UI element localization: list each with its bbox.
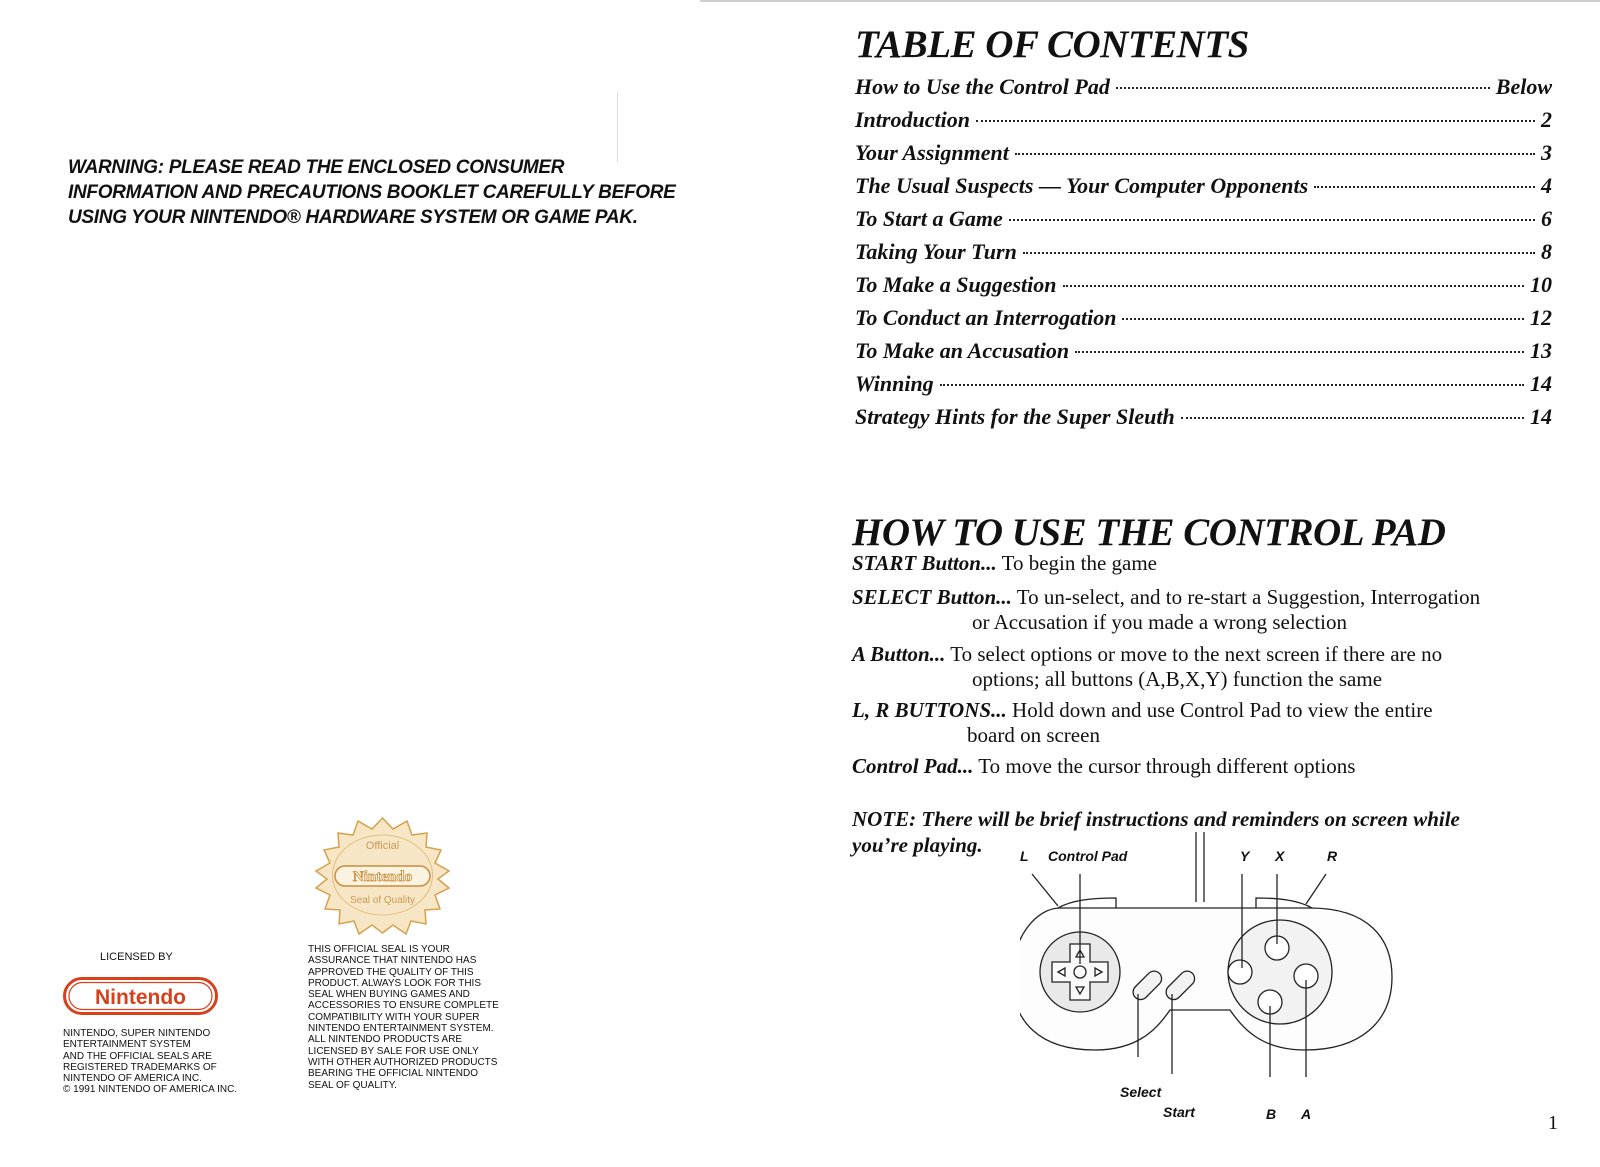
- trademark-line: NINTENDO OF AMERICA INC.: [63, 1073, 202, 1085]
- toc-entry-title: Strategy Hints for the Super Sleuth: [855, 404, 1175, 429]
- control-select-button: [852, 585, 1480, 635]
- toc-entry-title: To Make a Suggestion: [855, 272, 1057, 297]
- seal-bottom-text: Seal of Quality: [349, 895, 416, 906]
- toc-entry: [855, 206, 1552, 239]
- leader-line: [1306, 874, 1326, 904]
- label-y: Y: [1240, 848, 1250, 864]
- toc-entry-title: Your Assignment: [855, 140, 1009, 165]
- label-l: L: [1020, 848, 1029, 864]
- seal-notice-line: COMPATIBILITY WITH YOUR SUPER: [308, 1011, 480, 1023]
- seal-notice-line: THIS OFFICIAL SEAL IS YOUR: [308, 944, 450, 955]
- leader-line: [1032, 874, 1058, 906]
- trademark-line: © 1991 NINTENDO OF AMERICA INC.: [63, 1084, 238, 1096]
- label-control-pad: Control Pad: [1048, 848, 1128, 864]
- toc-leader: [1181, 417, 1524, 419]
- label-b: B: [1266, 1106, 1277, 1122]
- seal-top-text: Official: [365, 840, 400, 852]
- toc-entry: [855, 272, 1552, 305]
- controller-drawing: [1020, 832, 1400, 1132]
- seal-notice-line: ACCESSORIES TO ENSURE COMPLETE: [308, 1000, 499, 1012]
- control-term: SELECT Button...: [852, 585, 1012, 609]
- toc-leader: [1015, 153, 1535, 155]
- toc-entry-page: 4: [1541, 173, 1552, 198]
- toc-leader: [1314, 186, 1535, 188]
- control-a-button: [852, 642, 1442, 692]
- label-a: A: [1301, 1106, 1312, 1122]
- fold-mark: [617, 92, 618, 162]
- toc-entry-title: The Usual Suspects — Your Computer Opponents: [855, 173, 1309, 198]
- label-start: Start: [1163, 1104, 1195, 1120]
- toc-entry-page: Below: [1495, 74, 1552, 99]
- shoulder-r: [1256, 898, 1312, 908]
- control-control-pad: [852, 754, 1355, 779]
- seal-notice-line: WITH OTHER AUTHORIZED PRODUCTS: [308, 1056, 498, 1068]
- toc-entry-page: 3: [1541, 140, 1552, 165]
- control-term: A Button...: [852, 642, 946, 666]
- toc-entry-page: 8: [1541, 239, 1552, 264]
- toc-entry-title: Taking Your Turn: [855, 239, 1017, 264]
- control-l-r-buttons: [852, 698, 1433, 748]
- label-x: X: [1275, 848, 1285, 864]
- toc-entry-title: To Conduct an Interrogation: [855, 305, 1117, 330]
- toc-entry: [855, 173, 1552, 206]
- note-line: NOTE: There will be brief instructions and reminders on screen while: [852, 807, 1460, 831]
- official-seal-of-quality: [305, 815, 460, 935]
- page-number: 1: [1548, 1112, 1558, 1134]
- control-description: Hold down and use Control Pad to view the entire: [1012, 698, 1433, 722]
- seal-brand-text: Nintendo: [352, 869, 413, 885]
- seal-notice-line: SEAL OF QUALITY.: [308, 1079, 397, 1091]
- page-top-edge: [700, 0, 1600, 2]
- control-term: Control Pad...: [852, 754, 974, 778]
- toc-entry: [855, 107, 1552, 140]
- toc-entry: [855, 74, 1552, 107]
- seal-notice-line: BEARING THE OFFICIAL NINTENDO: [308, 1068, 479, 1080]
- toc-leader: [1075, 351, 1524, 353]
- toc-leader: [1063, 285, 1524, 287]
- control-term: START Button...: [852, 551, 997, 575]
- label-r: R: [1327, 848, 1338, 864]
- trademark-line: ENTERTAINMENT SYSTEM: [63, 1039, 191, 1051]
- toc-entry: [855, 305, 1552, 338]
- control-description: To begin the game: [1001, 551, 1158, 575]
- note-line: you’re playing.: [852, 833, 983, 857]
- toc-entry-page: 13: [1530, 338, 1552, 363]
- toc-entry: [855, 404, 1552, 437]
- toc-leader: [1116, 87, 1490, 89]
- toc-leader: [1122, 318, 1524, 320]
- toc-entry-page: 10: [1530, 272, 1552, 297]
- seal-notice-line: ALL NINTENDO PRODUCTS ARE: [308, 1034, 463, 1046]
- licensed-by-label: LICENSED BY: [100, 951, 173, 963]
- toc-entry: [855, 140, 1552, 173]
- control-start-button: [852, 551, 1157, 576]
- trademark-line: AND THE OFFICIAL SEALS ARE: [63, 1050, 212, 1062]
- y-button: [1228, 960, 1252, 984]
- warning-line: INFORMATION AND PRECAUTIONS BOOKLET CAREFULLY BEFORE: [68, 182, 676, 203]
- toc-entry-page: 2: [1541, 107, 1552, 132]
- seal-notice-line: PRODUCT. ALWAYS LOOK FOR THIS: [308, 977, 481, 989]
- seal-notice-line: SEAL WHEN BUYING GAMES AND: [308, 989, 470, 1001]
- warning-line: USING YOUR NINTENDO® HARDWARE SYSTEM OR GAME PAK.: [68, 207, 638, 228]
- seal-notice: [308, 944, 499, 1091]
- label-select: Select: [1120, 1084, 1162, 1100]
- controller-diagram: [1020, 832, 1400, 1132]
- toc-entry-title: Introduction: [855, 107, 970, 132]
- seal-notice-line: LICENSED BY SALE FOR USE ONLY: [308, 1045, 479, 1057]
- control-description: To move the cursor through different options: [978, 754, 1356, 778]
- toc-entry-title: Winning: [855, 371, 934, 396]
- control-term: L, R BUTTONS...: [852, 698, 1007, 722]
- seal-notice-line: ASSURANCE THAT NINTENDO HAS: [308, 955, 477, 967]
- control-description: To un-select, and to re-start a Suggestion, Interrogation: [1016, 585, 1481, 609]
- control-description-continued: options; all buttons (A,B,X,Y) function the same: [972, 667, 1383, 691]
- nintendo-logo: [63, 977, 218, 1015]
- toc-heading: TABLE OF CONTENTS: [855, 23, 1249, 66]
- toc-entry-page: 12: [1530, 305, 1552, 330]
- toc-leader: [1009, 219, 1535, 221]
- trademark-line: NINTENDO, SUPER NINTENDO: [63, 1028, 211, 1039]
- logo-text: Nintendo: [95, 986, 186, 1009]
- toc-entry: [855, 239, 1552, 272]
- toc-entry-page: 6: [1541, 206, 1552, 231]
- trademark-line: REGISTERED TRADEMARKS OF: [63, 1061, 217, 1073]
- toc-entry-title: How to Use the Control Pad: [855, 74, 1110, 99]
- warning-line: WARNING: PLEASE READ THE ENCLOSED CONSUMER: [68, 157, 565, 178]
- seal-notice-line: NINTENDO ENTERTAINMENT SYSTEM.: [308, 1023, 494, 1035]
- toc-entry-page: 14: [1530, 404, 1552, 429]
- control-description-continued: or Accusation if you made a wrong selection: [972, 610, 1347, 634]
- toc-leader: [1023, 252, 1535, 254]
- warning-notice: [68, 155, 768, 230]
- toc-entry-page: 14: [1530, 371, 1552, 396]
- toc-leader: [940, 384, 1524, 386]
- control-description: To select options or move to the next screen if there are no: [950, 642, 1443, 666]
- toc-leader: [976, 120, 1535, 122]
- seal-notice-line: APPROVED THE QUALITY OF THIS: [308, 966, 474, 978]
- toc-entry: [855, 371, 1552, 404]
- shoulder-l: [1058, 898, 1116, 908]
- toc-entry-title: To Start a Game: [855, 206, 1003, 231]
- toc-entry-title: To Make an Accusation: [855, 338, 1070, 363]
- control-pad-heading: HOW TO USE THE CONTROL PAD: [852, 511, 1446, 554]
- toc-entry: [855, 338, 1552, 371]
- table-of-contents: [855, 74, 1552, 437]
- trademark-notice: [63, 1028, 237, 1096]
- control-description-continued: board on screen: [967, 723, 1100, 747]
